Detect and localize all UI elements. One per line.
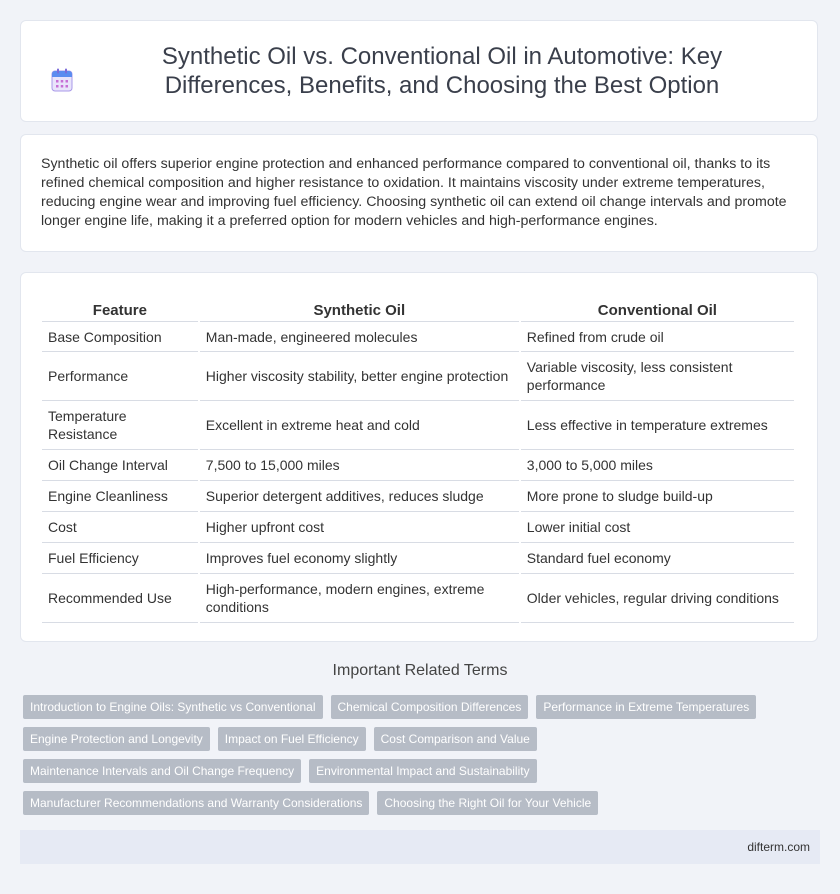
header-conventional: Conventional Oil (521, 293, 794, 322)
synthetic-cell: Higher upfront cost (200, 512, 519, 543)
feature-cell: Temperature Resistance (42, 401, 198, 450)
comparison-card (20, 272, 818, 642)
related-term-tag[interactable]: Performance in Extreme Temperatures (536, 695, 756, 719)
feature-cell: Cost (42, 512, 198, 543)
tag-row (23, 727, 813, 751)
conventional-cell: Lower initial cost (521, 512, 794, 543)
synthetic-cell: Higher viscosity stability, better engine protection (200, 352, 519, 401)
synthetic-cell: 7,500 to 15,000 miles (200, 450, 519, 481)
feature-cell: Recommended Use (42, 574, 198, 623)
table-row (42, 574, 794, 623)
table-row (42, 352, 794, 401)
tag-row (23, 791, 813, 815)
related-term-tag[interactable]: Choosing the Right Oil for Your Vehicle (377, 791, 598, 815)
feature-cell: Fuel Efficiency (42, 543, 198, 574)
intro-card (20, 134, 818, 252)
synthetic-cell: Superior detergent additives, reduces sludge (200, 481, 519, 512)
tag-row (23, 759, 813, 783)
table-row (42, 322, 794, 352)
related-terms-title: Important Related Terms (332, 662, 508, 679)
synthetic-cell: Improves fuel economy slightly (200, 543, 519, 574)
related-terms-list (23, 695, 813, 823)
synthetic-cell: Excellent in extreme heat and cold (200, 401, 519, 450)
header-synthetic: Synthetic Oil (200, 293, 519, 322)
related-term-tag[interactable]: Chemical Composition Differences (331, 695, 529, 719)
comparison-table (40, 293, 796, 623)
conventional-cell: Less effective in temperature extremes (521, 401, 794, 450)
related-term-tag[interactable]: Maintenance Intervals and Oil Change Frequency (23, 759, 301, 783)
related-term-tag[interactable]: Impact on Fuel Efficiency (218, 727, 366, 751)
related-term-tag[interactable]: Introduction to Engine Oils: Synthetic vs Conventional (23, 695, 323, 719)
related-term-tag[interactable]: Environmental Impact and Sustainability (309, 759, 536, 783)
table-header-row (42, 293, 794, 322)
related-term-tag[interactable]: Cost Comparison and Value (374, 727, 537, 751)
conventional-cell: Refined from crude oil (521, 322, 794, 352)
table-row (42, 543, 794, 574)
calendar-icon (51, 68, 73, 92)
conventional-cell: Variable viscosity, less consistent performance (521, 352, 794, 401)
conventional-cell: More prone to sludge build-up (521, 481, 794, 512)
feature-cell: Oil Change Interval (42, 450, 198, 481)
synthetic-cell: Man-made, engineered molecules (200, 322, 519, 352)
title-wrap (39, 42, 799, 100)
table-row (42, 450, 794, 481)
conventional-cell: Older vehicles, regular driving conditions (521, 574, 794, 623)
intro-paragraph: Synthetic oil offers superior engine protection and enhanced performance compared to conventional oil, thanks to its refined chemical composition and higher resistance to oxidation. It maintains viscosity under extreme temperatures, reducing engine wear and improving fuel efficiency. Choosing synthetic oil can extend oil change intervals and promote longer engine life, making it a preferred option for modern vehicles and high-performance engines. (41, 156, 787, 229)
tag-row (23, 695, 813, 719)
title-card (20, 20, 818, 122)
footer (20, 830, 820, 864)
table-row (42, 481, 794, 512)
footer-site-link[interactable]: difterm.com (747, 840, 810, 854)
feature-cell: Performance (42, 352, 198, 401)
related-term-tag[interactable]: Manufacturer Recommendations and Warranty Considerations (23, 791, 369, 815)
table-row (42, 401, 794, 450)
conventional-cell: Standard fuel economy (521, 543, 794, 574)
header-feature: Feature (42, 293, 198, 322)
feature-cell: Engine Cleanliness (42, 481, 198, 512)
page-title: Synthetic Oil vs. Conventional Oil in Automotive: Key Differences, Benefits, and Choosing the Best Option (161, 43, 723, 99)
synthetic-cell: High-performance, modern engines, extreme conditions (200, 574, 519, 623)
conventional-cell: 3,000 to 5,000 miles (521, 450, 794, 481)
feature-cell: Base Composition (42, 322, 198, 352)
related-term-tag[interactable]: Engine Protection and Longevity (23, 727, 210, 751)
table-row (42, 512, 794, 543)
